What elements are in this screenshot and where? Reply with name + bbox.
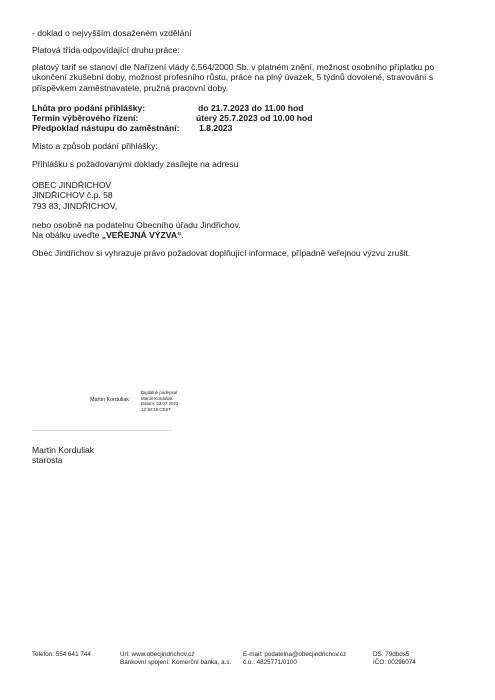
address-line: JINDŘICHOV č.p. 58 [32,190,113,201]
signature-name: Martin Korduliak [90,397,129,403]
signature-detail-line: Digitálně podepsal [141,390,178,395]
postal-address [32,180,472,211]
address-line: 793 83, JINDŘICHOV, [32,200,118,211]
salary-description [32,62,472,93]
signer-name: Martin Korduliak [32,445,95,455]
envelope-note [32,230,472,240]
reserve-statement: Obec Jindřichov si vyhrazuje právo požadovat doplňující informace, případně veřejnou výzvu zrušit. [32,248,411,258]
deadline-value: úterý 25.7.2023 od 10.00 hod [196,113,313,123]
in-person-note: nebo osobně na podatelnu Obecního úřadu Jindřichov. [32,220,241,230]
send-instruction: Přihlášku s požadovanými doklady zasílejte na adresu [32,159,239,169]
signature-line [32,430,172,431]
signature-details [141,390,178,412]
envelope-suffix: . [181,230,184,240]
signer-block [32,445,94,466]
deadline-label: Termín výběrového řízení: [32,113,139,123]
deadline-value: do 21.7.2023 do 11.00 hod [198,103,304,113]
education-requirement: - doklad o nejvyšším dosaženém vzdělání [32,28,192,38]
footer-ico: IČO: 00296074 [373,659,416,666]
envelope-mark: „VEŘEJNÁ VÝZVA“ [101,230,182,240]
deadline-label: Lhůta pro podání přihlášky: [32,103,146,113]
deadline-value: 1.8.2023 [199,123,233,133]
salary-text-line: platový tarif se stanoví dle Nařízení vlády č.564/2000 Sb. v platném znění, možnost osobního příplatku po [32,62,435,72]
footer-account: č.ú.: 4825771/0100 [243,659,297,666]
signature-detail-line: 12:30:18 CEST [141,406,172,412]
deadline-label: Předpoklad nástupu do zaměstnání: [32,123,180,133]
footer-url: Url: www.obecjindrichov.cz [120,651,195,658]
salary-heading: Platová třída odpovídající druhu práce: [32,45,180,55]
signature-detail-line: Datum: 03.07.2023 [141,401,179,406]
footer-bank: Bankovní spojení: Komerční banka, a.s. [120,659,232,666]
address-line: OBEC JINDŘICHOV [32,180,112,190]
signature-detail-line: Martin Korduliak [141,395,173,401]
salary-text-line: ukončení zkušební doby, možnost profesního růstu, práce na plný úvazek, 5 týdnů dovolené, stravování s [32,72,434,83]
place-heading: Místo a způsob podání přihlášky: [32,141,158,151]
salary-text-line: příspěvkem zaměstnavatele, pružná pracovní doby. [32,82,229,93]
footer-ds: DS: 79dbds5 [373,651,410,658]
signer-role: starosta [32,455,63,466]
footer-email: E-mail: podatelna@obecjindrichov.cz [243,651,347,658]
envelope-prefix: Na obálku uveďte [32,230,102,240]
footer-phone: Telefon: 554 641 744 [32,651,91,658]
